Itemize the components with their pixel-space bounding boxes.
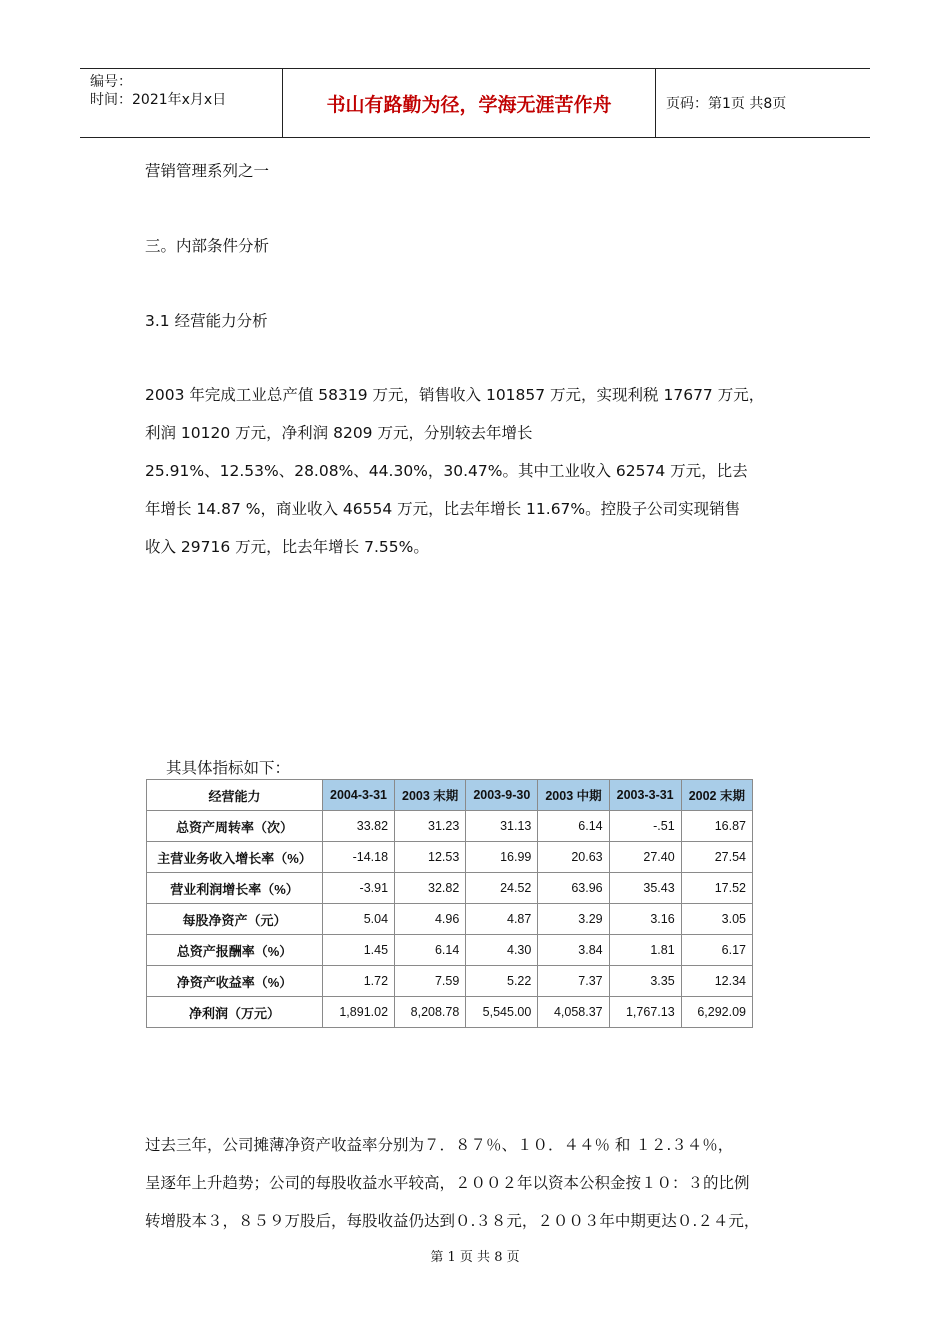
table-cell: 6,292.09 [681,997,752,1028]
text-line: 呈逐年上升趋势；公司的每股收益水平较高，２００２年以资本公积金按１０：３的比例 [145,1174,750,1192]
table-cell: 1.45 [323,935,395,966]
table-corner-header: 经营能力 [147,780,323,811]
table-cell: 3.84 [538,935,609,966]
financial-indicators-table [146,779,753,1028]
column-header: 2002 末期 [681,780,752,811]
table-cell: 4.96 [395,904,466,935]
table-cell: 4,058.37 [538,997,609,1028]
table-cell: 4.87 [466,904,538,935]
table-cell: 3.29 [538,904,609,935]
row-label: 主营业务收入增长率（%） [147,842,323,873]
text-line: 25.91%、12.53%、28.08%、44.30%，30.47%。其中工业收入 62574 万元，比去 [145,462,748,480]
row-label: 总资产报酬率（%） [147,935,323,966]
table-cell: -.51 [609,811,681,842]
table-cell: 8,208.78 [395,997,466,1028]
table-cell: 12.34 [681,966,752,997]
table-row [147,811,753,842]
row-label: 营业利润增长率（%） [147,873,323,904]
table-cell: 16.99 [466,842,538,873]
body-paragraph-2 [145,1126,759,1240]
subsection-heading: 3.1 经营能力分析 [145,312,268,330]
column-header: 2003-3-31 [609,780,681,811]
table-cell: 3.16 [609,904,681,935]
text-line: 利润 10120 万元，净利润 8209 万元，分别较去年增长 [145,424,533,442]
doc-date-label: 时间：2021年x月x日 [90,92,227,108]
table-cell: 24.52 [466,873,538,904]
column-header: 2003-9-30 [466,780,538,811]
table-cell: 7.37 [538,966,609,997]
section-heading: 三。内部条件分析 [145,237,270,255]
text-line: 2003 年完成工业总产值 58319 万元，销售收入 101857 万元，实现利税 17677 万元， [145,386,765,404]
table-row [147,997,753,1028]
page-footer: 第 1 页 共 8 页 [430,1250,520,1265]
table-cell: 1,891.02 [323,997,395,1028]
table-cell: 31.13 [466,811,538,842]
table-cell: 7.59 [395,966,466,997]
row-label: 每股净资产（元） [147,904,323,935]
column-header: 2004-3-31 [323,780,395,811]
table-cell: 3.35 [609,966,681,997]
table-cell: -14.18 [323,842,395,873]
header-motto: 书山有路勤为径，学海无涯苦作舟 [283,69,656,137]
table-cell: 20.63 [538,842,609,873]
table-cell: 5.22 [466,966,538,997]
table-cell: 5,545.00 [466,997,538,1028]
table-cell: 1,767.13 [609,997,681,1028]
table-cell: 17.52 [681,873,752,904]
table-row [147,873,753,904]
table-row [147,935,753,966]
table-cell: 6.17 [681,935,752,966]
table-row [147,966,753,997]
table-cell: 1.72 [323,966,395,997]
table-cell: 6.14 [538,811,609,842]
text-line: 过去三年，公司摊薄净资产收益率分别为７．８７％、１０．４４％ 和 １２.３４％， [145,1136,734,1154]
table-cell: 6.14 [395,935,466,966]
table-row [147,904,753,935]
row-label: 净利润（万元） [147,997,323,1028]
row-label: 总资产周转率（次） [147,811,323,842]
text-line: 收入 29716 万元，比去年增长 7.55%。 [145,538,429,556]
table-cell: 1.81 [609,935,681,966]
page-header [80,68,870,138]
body-paragraph-1 [145,376,764,566]
table-cell: 27.40 [609,842,681,873]
table-caption: 其具体指标如下： [166,759,291,777]
text-line: 转增股本３，８５９万股后，每股收益仍达到０.３８元，２００３年中期更达０.２４元， [145,1212,760,1230]
header-page-number: 页码：第1页 共8页 [666,96,787,112]
table-cell: 27.54 [681,842,752,873]
table-cell: 12.53 [395,842,466,873]
series-title: 营销管理系列之一 [145,162,270,180]
table-cell: 33.82 [323,811,395,842]
table-cell: 63.96 [538,873,609,904]
table-row [147,842,753,873]
table-cell: 32.82 [395,873,466,904]
table-cell: 35.43 [609,873,681,904]
table-cell: 31.23 [395,811,466,842]
table-header-row [147,780,753,811]
header-meta [80,69,283,137]
text-line: 年增长 14.87 %，商业收入 46554 万元，比去年增长 11.67%。控股子公司实现销售 [145,500,741,518]
table-cell: 4.30 [466,935,538,966]
table-cell: -3.91 [323,873,395,904]
table-cell: 5.04 [323,904,395,935]
table-cell: 3.05 [681,904,752,935]
column-header: 2003 末期 [395,780,466,811]
table-cell: 16.87 [681,811,752,842]
column-header: 2003 中期 [538,780,609,811]
row-label: 净资产收益率（%） [147,966,323,997]
doc-number-label: 编号： [90,74,132,90]
